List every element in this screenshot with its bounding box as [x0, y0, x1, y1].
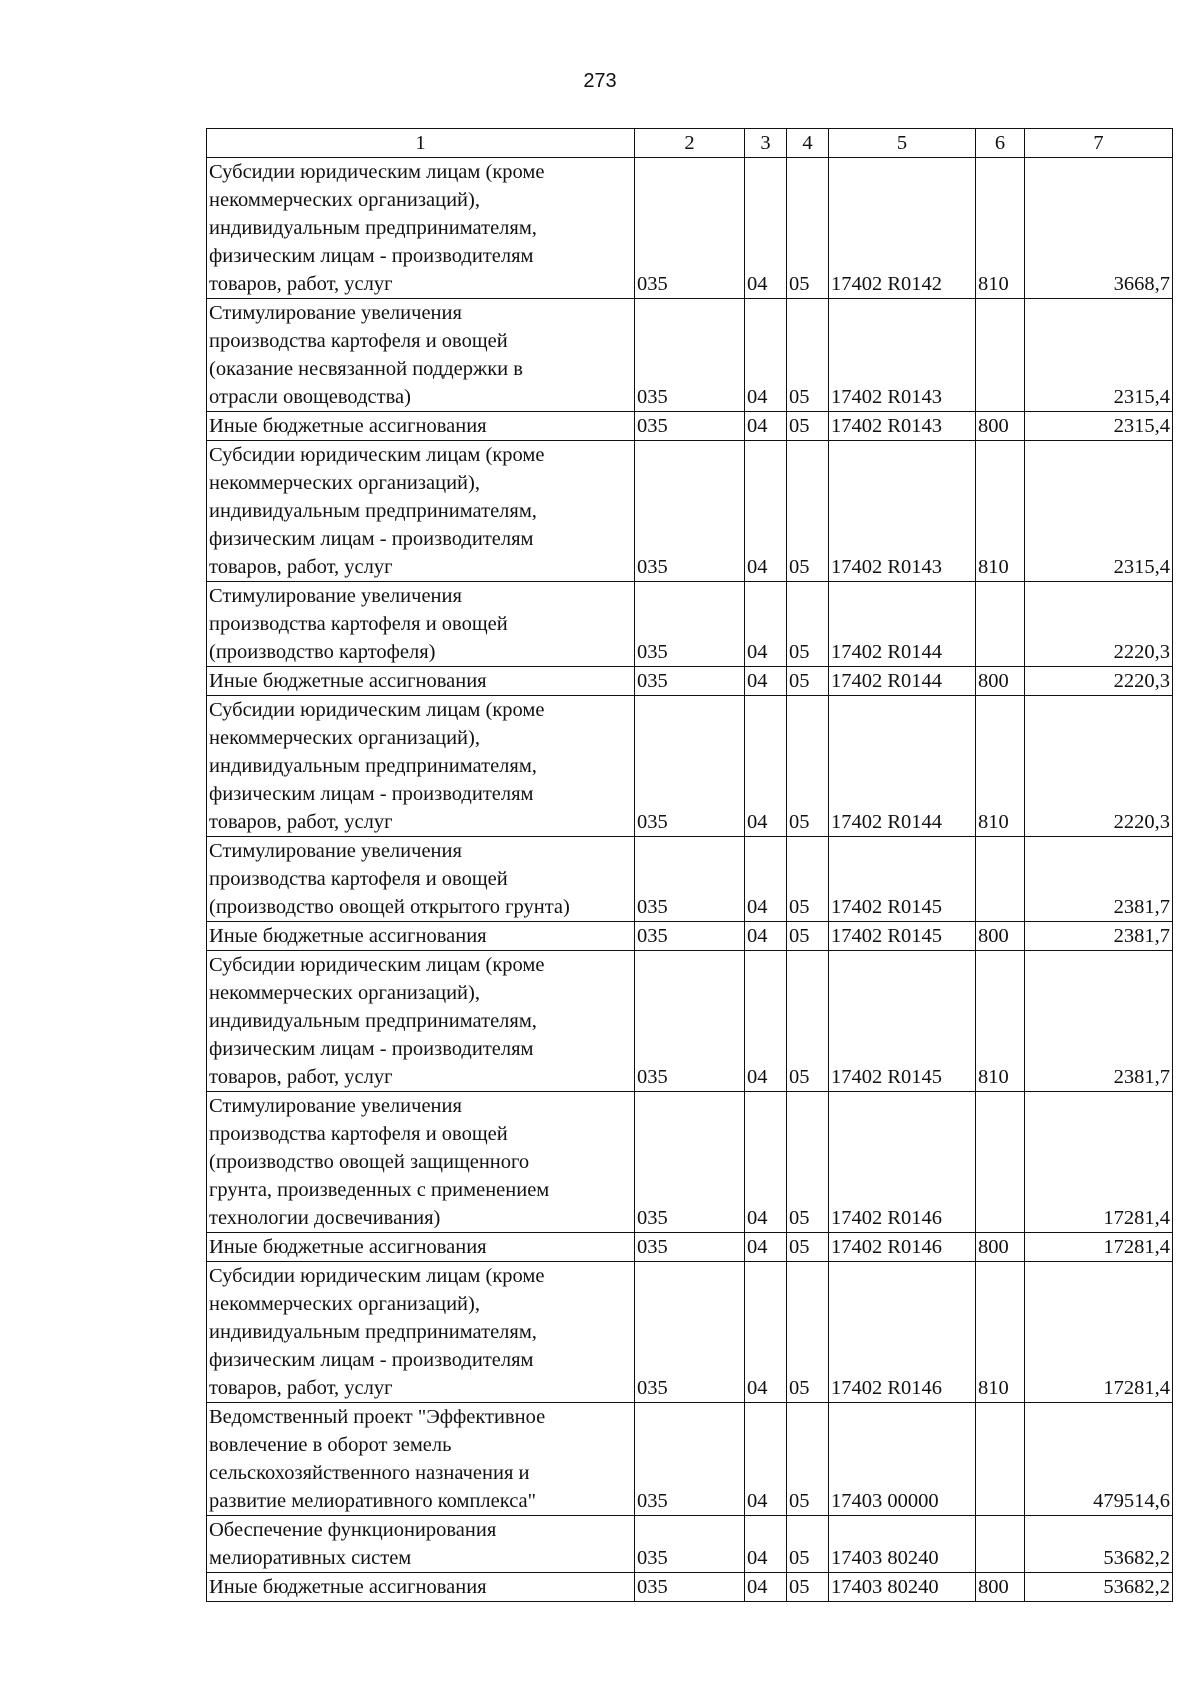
- target-article-cell: 17402 R0143: [829, 441, 976, 582]
- ministry-code-cell: 035: [635, 1573, 745, 1602]
- amount-cell: 53682,2: [1025, 1516, 1173, 1573]
- subsection-code-cell: 05: [787, 1092, 829, 1233]
- subsection-code-cell: 05: [787, 1516, 829, 1573]
- table-row: [207, 951, 1173, 1092]
- expense-type-cell: [976, 1092, 1025, 1233]
- ministry-code-cell: 035: [635, 299, 745, 412]
- column-header: 3: [745, 129, 787, 158]
- page-number: 273: [583, 70, 617, 92]
- row-name-cell: Обеспечение функционирования мелиоративных систем: [207, 1516, 635, 1573]
- ministry-code-cell: 035: [635, 1092, 745, 1233]
- amount-cell: 17281,4: [1025, 1233, 1173, 1262]
- expense-type-cell: 800: [976, 1233, 1025, 1262]
- target-article-cell: 17402 R0143: [829, 299, 976, 412]
- subsection-code-cell: 05: [787, 837, 829, 922]
- subsection-code-cell: 05: [787, 1573, 829, 1602]
- section-code-cell: 04: [745, 582, 787, 667]
- expense-type-cell: [976, 299, 1025, 412]
- table-row: [207, 1092, 1173, 1233]
- ministry-code-cell: 035: [635, 1403, 745, 1516]
- amount-cell: 2220,3: [1025, 582, 1173, 667]
- expense-type-cell: [976, 582, 1025, 667]
- subsection-code-cell: 05: [787, 1403, 829, 1516]
- column-header: 2: [635, 129, 745, 158]
- table-row: [207, 1233, 1173, 1262]
- row-name-cell: Субсидии юридическим лицам (кроме некоммерческих организаций), индивидуальным предпринимателям, физическим лицам - производителям товаров, работ, услуг: [207, 1262, 635, 1403]
- subsection-code-cell: 05: [787, 922, 829, 951]
- table-row: [207, 667, 1173, 696]
- subsection-code-cell: 05: [787, 412, 829, 441]
- section-code-cell: 04: [745, 837, 787, 922]
- table-row: [207, 837, 1173, 922]
- ministry-code-cell: 035: [635, 696, 745, 837]
- expense-type-cell: 810: [976, 696, 1025, 837]
- target-article-cell: 17402 R0146: [829, 1233, 976, 1262]
- table-row: [207, 1516, 1173, 1573]
- amount-cell: 53682,2: [1025, 1573, 1173, 1602]
- row-name-cell: Стимулирование увеличения производства картофеля и овощей (производство овощей открытого грунта): [207, 837, 635, 922]
- amount-cell: 2381,7: [1025, 922, 1173, 951]
- ministry-code-cell: 035: [635, 1233, 745, 1262]
- amount-cell: 17281,4: [1025, 1092, 1173, 1233]
- row-name-cell: Субсидии юридическим лицам (кроме некоммерческих организаций), индивидуальным предпринимателям, физическим лицам - производителям товаров, работ, услуг: [207, 696, 635, 837]
- subsection-code-cell: 05: [787, 1262, 829, 1403]
- section-code-cell: 04: [745, 299, 787, 412]
- target-article-cell: 17403 80240: [829, 1573, 976, 1602]
- table-row: [207, 412, 1173, 441]
- section-code-cell: 04: [745, 1262, 787, 1403]
- subsection-code-cell: 05: [787, 158, 829, 299]
- target-article-cell: 17402 R0146: [829, 1262, 976, 1403]
- row-name-cell: Иные бюджетные ассигнования: [207, 1233, 635, 1262]
- subsection-code-cell: 05: [787, 1233, 829, 1262]
- ministry-code-cell: 035: [635, 582, 745, 667]
- column-header: 1: [207, 129, 635, 158]
- expense-type-cell: 800: [976, 1573, 1025, 1602]
- amount-cell: 17281,4: [1025, 1262, 1173, 1403]
- column-header: 6: [976, 129, 1025, 158]
- ministry-code-cell: 035: [635, 412, 745, 441]
- expense-type-cell: [976, 837, 1025, 922]
- amount-cell: 479514,6: [1025, 1403, 1173, 1516]
- section-code-cell: 04: [745, 667, 787, 696]
- amount-cell: 2315,4: [1025, 441, 1173, 582]
- row-name-cell: Иные бюджетные ассигнования: [207, 667, 635, 696]
- section-code-cell: 04: [745, 412, 787, 441]
- table-row: [207, 441, 1173, 582]
- table-row: [207, 696, 1173, 837]
- section-code-cell: 04: [745, 951, 787, 1092]
- section-code-cell: 04: [745, 1403, 787, 1516]
- ministry-code-cell: 035: [635, 837, 745, 922]
- target-article-cell: 17402 R0145: [829, 837, 976, 922]
- table-row: [207, 1573, 1173, 1602]
- ministry-code-cell: 035: [635, 158, 745, 299]
- expense-type-cell: 800: [976, 922, 1025, 951]
- table-row: [207, 582, 1173, 667]
- subsection-code-cell: 05: [787, 441, 829, 582]
- section-code-cell: 04: [745, 158, 787, 299]
- row-name-cell: Иные бюджетные ассигнования: [207, 922, 635, 951]
- subsection-code-cell: 05: [787, 667, 829, 696]
- amount-cell: 3668,7: [1025, 158, 1173, 299]
- section-code-cell: 04: [745, 1516, 787, 1573]
- subsection-code-cell: 05: [787, 696, 829, 837]
- expense-type-cell: 810: [976, 441, 1025, 582]
- amount-cell: 2315,4: [1025, 299, 1173, 412]
- amount-cell: 2381,7: [1025, 951, 1173, 1092]
- table-row: [207, 922, 1173, 951]
- table-body: [207, 158, 1173, 1602]
- expense-type-cell: [976, 1516, 1025, 1573]
- table-row: [207, 299, 1173, 412]
- column-header: 4: [787, 129, 829, 158]
- expense-type-cell: 800: [976, 412, 1025, 441]
- amount-cell: 2315,4: [1025, 412, 1173, 441]
- target-article-cell: 17402 R0144: [829, 667, 976, 696]
- row-name-cell: Субсидии юридическим лицам (кроме некоммерческих организаций), индивидуальным предпринимателям, физическим лицам - производителям товаров, работ, услуг: [207, 441, 635, 582]
- target-article-cell: 17402 R0146: [829, 1092, 976, 1233]
- subsection-code-cell: 05: [787, 582, 829, 667]
- header-row: [207, 129, 1173, 158]
- ministry-code-cell: 035: [635, 441, 745, 582]
- target-article-cell: 17402 R0143: [829, 412, 976, 441]
- target-article-cell: 17402 R0145: [829, 922, 976, 951]
- column-header: 7: [1025, 129, 1173, 158]
- expense-type-cell: [976, 1403, 1025, 1516]
- section-code-cell: 04: [745, 922, 787, 951]
- row-name-cell: Стимулирование увеличения производства картофеля и овощей (оказание несвязанной поддержки в отрасли овощеводства): [207, 299, 635, 412]
- row-name-cell: Субсидии юридическим лицам (кроме некоммерческих организаций), индивидуальным предпринимателям, физическим лицам - производителям товаров, работ, услуг: [207, 951, 635, 1092]
- column-header: 5: [829, 129, 976, 158]
- row-name-cell: Ведомственный проект "Эффективное вовлечение в оборот земель сельскохозяйственного назначения и развитие мелиоративного комплекса": [207, 1403, 635, 1516]
- section-code-cell: 04: [745, 1092, 787, 1233]
- ministry-code-cell: 035: [635, 922, 745, 951]
- subsection-code-cell: 05: [787, 299, 829, 412]
- amount-cell: 2220,3: [1025, 667, 1173, 696]
- expense-type-cell: 810: [976, 951, 1025, 1092]
- target-article-cell: 17403 80240: [829, 1516, 976, 1573]
- ministry-code-cell: 035: [635, 1516, 745, 1573]
- table-row: [207, 1403, 1173, 1516]
- table-row: [207, 158, 1173, 299]
- target-article-cell: 17402 R0145: [829, 951, 976, 1092]
- expense-type-cell: 810: [976, 158, 1025, 299]
- target-article-cell: 17402 R0144: [829, 582, 976, 667]
- row-name-cell: Стимулирование увеличения производства картофеля и овощей (производство картофеля): [207, 582, 635, 667]
- ministry-code-cell: 035: [635, 1262, 745, 1403]
- amount-cell: 2220,3: [1025, 696, 1173, 837]
- target-article-cell: 17402 R0144: [829, 696, 976, 837]
- row-name-cell: Стимулирование увеличения производства картофеля и овощей (производство овощей защищенного грунта, произведенных с применением технологии досвечивания): [207, 1092, 635, 1233]
- expense-type-cell: 800: [976, 667, 1025, 696]
- subsection-code-cell: 05: [787, 951, 829, 1092]
- table-row: [207, 1262, 1173, 1403]
- section-code-cell: 04: [745, 441, 787, 582]
- section-code-cell: 04: [745, 1233, 787, 1262]
- amount-cell: 2381,7: [1025, 837, 1173, 922]
- row-name-cell: Иные бюджетные ассигнования: [207, 1573, 635, 1602]
- row-name-cell: Субсидии юридическим лицам (кроме некоммерческих организаций), индивидуальным предпринимателям, физическим лицам - производителям товаров, работ, услуг: [207, 158, 635, 299]
- target-article-cell: 17403 00000: [829, 1403, 976, 1516]
- row-name-cell: Иные бюджетные ассигнования: [207, 412, 635, 441]
- section-code-cell: 04: [745, 696, 787, 837]
- ministry-code-cell: 035: [635, 667, 745, 696]
- target-article-cell: 17402 R0142: [829, 158, 976, 299]
- section-code-cell: 04: [745, 1573, 787, 1602]
- budget-table: [206, 128, 1173, 1602]
- ministry-code-cell: 035: [635, 951, 745, 1092]
- expense-type-cell: 810: [976, 1262, 1025, 1403]
